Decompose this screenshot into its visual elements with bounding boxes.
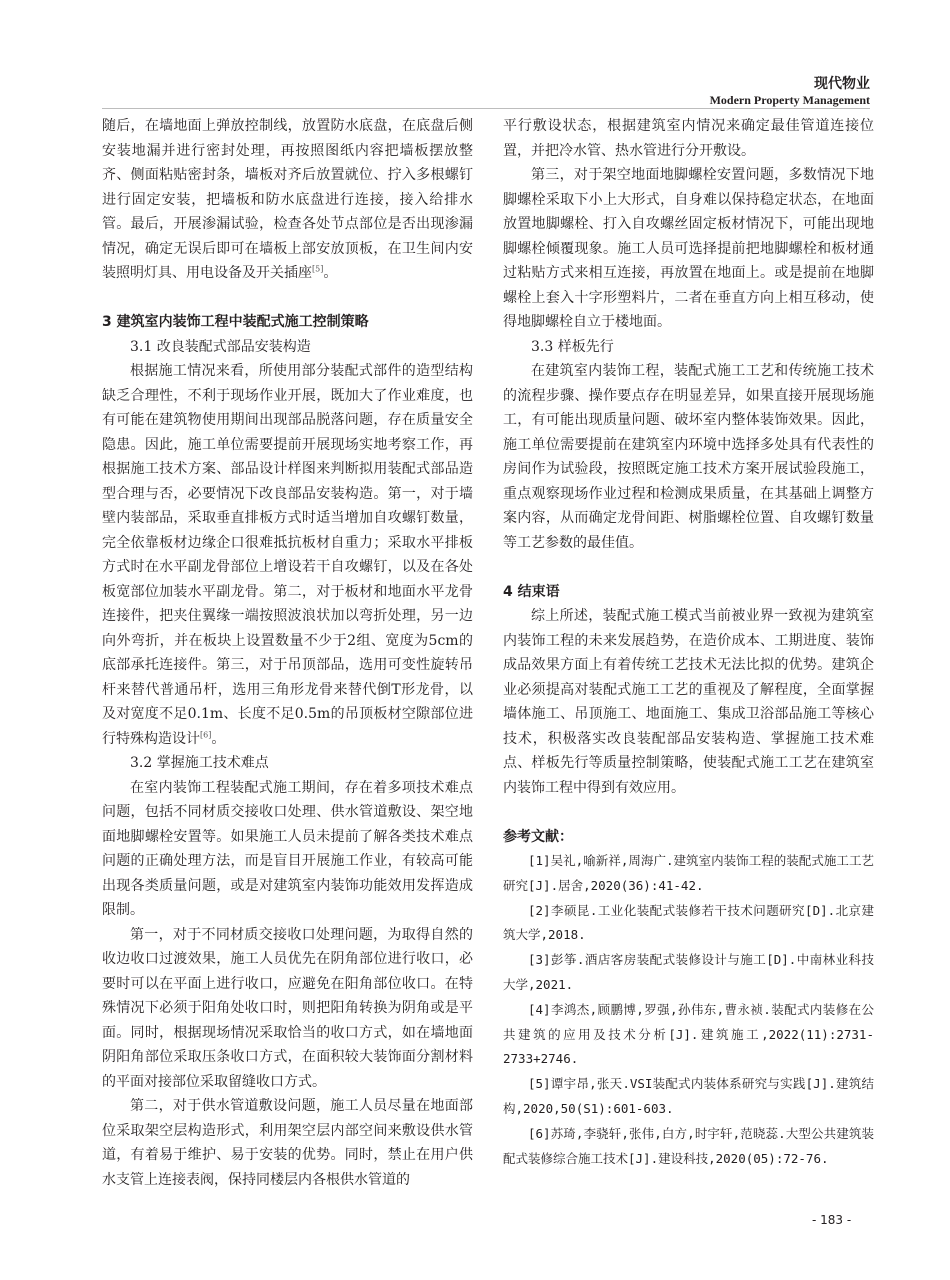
spacer	[503, 555, 874, 580]
header-divider	[102, 108, 870, 109]
paragraph-text: 随后，在墙地面上弹放控制线，放置防水底盘，在底盘后侧安装地漏并进行密封处理，再按照图纸内容把墙板摆放整齐、侧面粘贴密封条，墙板对齐后放置就位、拧入多根螺钉进行固定安装，把墙板和防水底盘进行连接，接入给排水管。最后，开展渗漏试验，检查各处节点部位是否出现渗漏情况，确定无误后即可在墙板上部安放顶板，在卫生间内安装照明灯具、用电设备及开关插座	[102, 118, 473, 281]
paragraph-3-1: 根据施工情况来看，所使用部分装配式部件的造型结构缺乏合理性，不利于现场作业开展，既加大了作业难度，也有可能在建筑物使用期间出现部品脱落问题，存在质量安全隐患。因此，施工单位需要提前开展现场实地考察工作，再根据施工技术方案、部品设计样图来判断拟用装配式部品造型合理与否，必要情况下改良部品安装构造。第一，对于墙壁内装部品，采取垂直排板方式时适当增加自攻螺钉数量，完全依靠板材边缘企口很难抵抗板材自重力；采取水平排板方式时在水平副龙骨部位上增设若干自攻螺钉，以及在各处板宽部位加装水平副龙骨。第二，对于板材和地面水平龙骨连接件，把夹住翼缘一端按照波浪状加以弯折处理，另一边向外弯折，并在板块上设置数量不少于2组、宽度为5cm的底部承托连接件。第三，对于吊顶部品，选用可变性旋转吊杆来替代普通吊杆，选用三角形龙骨来替代倒T形龙骨，以及对宽度不足0.1m、长度不足0.5m的吊顶板材空隙部位进行特殊构造设计[6]。	[102, 363, 473, 747]
reference-item: [1]吴礼,喻新祥,周海广.建筑室内装饰工程的装配式施工工艺研究[J].居舍,2020(36):41-42.	[503, 853, 874, 893]
subsection-heading-3-2: 3.2 掌握施工技术难点	[130, 755, 269, 771]
paragraph-3-2-d: 第三，对于架空地面地脚螺栓安置问题，多数情况下地脚螺栓采取下小上大形式，自身难以保持稳定状态，在地面放置地脚螺栓、打入自攻螺丝固定板材情况下，可能出现地脚螺栓倾覆现象。施工人员可选择提前把地脚螺栓和板材通过粘贴方式来相互连接，再放置在地面上。或是提前在地脚螺栓上套入十字形塑料片，二者在垂直方向上相互移动，使得地脚螺栓自立于楼地面。	[503, 167, 874, 330]
reference-item: [6]苏琦,李骁轩,张伟,白方,时宇轩,范晓蕊.大型公共建筑装配式装修综合施工技术[J].建设科技,2020(05):72-76.	[503, 1125, 874, 1166]
reference-item: [3]彭筝.酒店客房装配式装修设计与施工[D].中南林业科技大学,2021.	[503, 952, 874, 992]
continued-paragraph: 随后，在墙地面上弹放控制线，放置防水底盘，在底盘后侧安装地漏并进行密封处理，再按照图纸内容把墙板摆放整齐、侧面粘贴密封条，墙板对齐后放置就位、拧入多根螺钉进行固定安装，把墙板和防水底盘进行连接，接入给排水管。最后，开展渗漏试验，检查各处节点部位是否出现渗漏情况，确定无误后即可在墙板上部安放顶板，在卫生间内安装照明灯具、用电设备及开关插座[5]。	[102, 118, 473, 281]
journal-title-cn: 现代物业	[814, 76, 870, 92]
citation: [6]	[200, 729, 212, 739]
reference-item: [5]谭宇昂,张天.VSI装配式内装体系研究与实践[J].建筑结构,2020,50(S1):601-603.	[503, 1076, 874, 1116]
paragraph-4: 综上所述，装配式施工模式当前被业界一致视为建筑室内装饰工程的未来发展趋势，在造价成本、工期进度、装饰成品效果方面上有着传统工艺技术无法比拟的优势。建筑企业必须提高对装配式施工工艺的重视及了解程度，全面掌握墙体施工、吊顶施工、地面施工、集成卫浴部品施工等核心技术，积极落实改良装配部品安装构造、掌握施工技术难点、样板先行等质量控制策略，使装配式施工工艺在建筑室内装饰工程中得到有效应用。	[503, 608, 874, 796]
paragraph-3-2-c: 第二，对于供水管道敷设问题，施工人员尽量在地面部位采取架空层构造形式，利用架空层内部空间来敷设供水管道，有着易于维护、易于安装的优势。同时，禁止在用户供水支管上连接表阀，保持同楼层内各根供水管道的	[102, 1098, 473, 1188]
paragraph-3-2-a: 在室内装饰工程装配式施工期间，存在着多项技术难点问题，包括不同材质交接收口处理、供水管道敷设、架空地面地脚螺栓安置等。如果施工人员未提前了解各类技术难点问题的正确处理方法，而是盲目开展施工作业，有较高可能出现各类质量问题，或是对建筑室内装饰功能效用发挥造成限制。	[102, 779, 473, 918]
journal-title-en: Modern Property Management	[709, 93, 870, 107]
reference-item: [4]李鸿杰,顾鹏博,罗强,孙伟东,曹永祯.装配式内装修在公共建筑的应用及技术分析[J].建筑施工,2022(11):2731-2733+2746.	[503, 1001, 874, 1067]
right-column	[503, 114, 874, 1171]
reference-list	[503, 849, 874, 1171]
paragraph-3-3: 在建筑室内装饰工程，装配式施工工艺和传统施工技术的流程步骤、操作要点存在明显差异，如果直接开展现场施工，有可能出现质量问题、破坏室内整体装饰效果。因此，施工单位需要提前在建筑室内环境中选择多处具有代表性的房间作为试验段，按照既定施工技术方案开展试验段施工，重点观察现场作业过程和检测成果质量，在其基础上调整方案内容，从而确定龙骨间距、树脂螺栓位置、自攻螺钉数量等工艺参数的最佳值。	[503, 363, 874, 551]
reference-item: [2]李硕昆.工业化装配式装修若干技术问题研究[D].北京建筑大学,2018.	[503, 902, 874, 943]
paragraph-text: 根据施工情况来看，所使用部分装配式部件的造型结构缺乏合理性，不利于现场作业开展，既加大了作业难度，也有可能在建筑物使用期间出现部品脱落问题，存在质量安全隐患。因此，施工单位需要提前开展现场实地考察工作，再根据施工技术方案、部品设计样图来判断拟用装配式部品造型合理与否，必要情况下改良部品安装构造。第一，对于墙壁内装部品，采取垂直排板方式时适当增加自攻螺钉数量，完全依靠板材边缘企口很难抵抗板材自重力；采取水平排板方式时在水平副龙骨部位上增设若干自攻螺钉，以及在各处板宽部位加装水平副龙骨。第二，对于板材和地面水平龙骨连接件，把夹住翼缘一端按照波浪状加以弯折处理，另一边向外弯折，并在板块上设置数量不少于2组、宽度为5cm的底部承托连接件。第三，对于吊顶部品，选用可变性旋转吊杆来替代普通吊杆，选用三角形龙骨来替代倒T形龙骨，以及对宽度不足0.1m、长度不足0.5m的吊顶板材空隙部位进行特殊构造设计	[102, 363, 473, 747]
subsection-heading-3-1: 3.1 改良装配式部品安装构造	[130, 338, 311, 355]
page-number: - 183 -	[812, 1213, 852, 1227]
section-heading-4: 4 结束语	[503, 583, 560, 600]
citation: [5]	[312, 264, 324, 274]
journal-header	[710, 76, 870, 108]
paragraph-3-2-b: 第一，对于不同材质交接收口处理问题，为取得自然的收边收口过渡效果，施工人员优先在阴角部位进行收口，必要时可以在平面上进行收口，应避免在阳角部位收口。在特殊情况下必须于阳角处收口时，则把阳角转换为阴角或是平面。同时，根据现场情况采取恰当的收口方式，如在墙地面阴阳角部位采取压条收口方式，在面积较大装饰面分割材料的平面对接部位采取留缝收口方式。	[102, 926, 473, 1090]
subsection-heading-3-3: 3.3 样板先行	[531, 338, 614, 355]
spacer	[503, 800, 874, 825]
section-heading-3: 3 建筑室内装饰工程中装配式施工控制策略	[102, 314, 369, 330]
spacer	[102, 286, 473, 311]
references-heading: 参考文献：	[503, 828, 573, 845]
left-column	[102, 114, 473, 1192]
continued-paragraph: 平行敷设状态，根据建筑室内情况来确定最佳管道连接位置，并把冷水管、热水管进行分开敷设。	[503, 118, 874, 159]
